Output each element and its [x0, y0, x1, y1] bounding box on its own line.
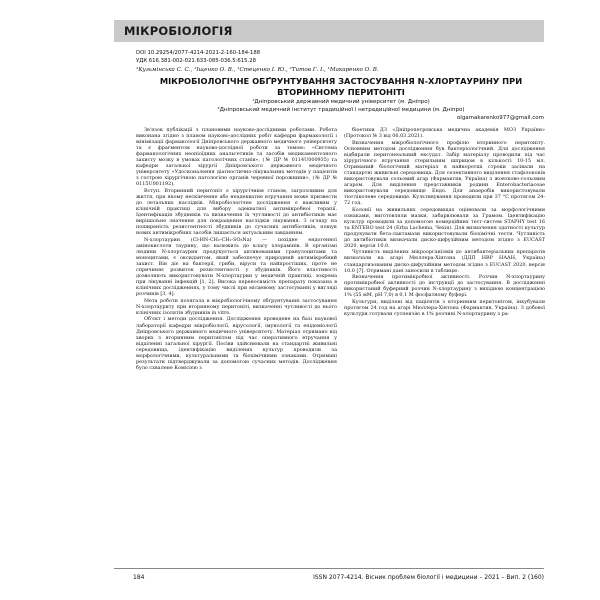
footer-divider: [114, 568, 544, 569]
paragraph: Вступ. Вторинний перитоніт є хірургічним станом, загрозливим для життя, при якому нескінченне або неадекватне втручання може призвести до летальних наслідків. Мікробіологічне дослідження є важливим у клінічній практиці для вибору адекватної антимікробної терапії. Ідентифікація збудників та визначення їх чутливості до антибіотиків має вирішальне значення для покращення наслідків лікування. З огляду на поширеність резистентності збудників до сучасних антибіотиків, пошук нових антимікробних засобів лишається актуальним завданням.: [136, 187, 337, 237]
udk-code: УДК 616.381-002-021.633-085-036.5:615.28: [136, 58, 256, 64]
article-title: МІКРОБІОЛОГІЧНЕ ОБҐРУНТУВАННЯ ЗАСТОСУВАННЯ N-ХЛОРТАУРИНУ ПРИ ВТОРИННОМУ ПЕРИТОНІТІ: [159, 76, 523, 97]
right-column: [344, 127, 545, 317]
author-email[interactable]: olgamakarenko977@gmail.com: [456, 115, 544, 121]
paragraph: Зв'язок публікації з плановими науково-дослідними роботами. Робота виконана згідно з планом науково-дослідних робіт кафедри фармакології і мінімізації фармакології Дніпровського державного медичного університету та є фрагментом науково-дослідної роботи за темою: «Система фармакологічних неопіоїдних анальгетиків та засобів медикаментозного захисту мозку в умовах патологічних станів», (№ ДР № 0114U000935) та кафедри загальної хірургії Дніпровського державного медичного університету «Удосконалення діагностично-лікувальних методів у пацієнтів з гострою хірургічною патологією органів черевної порожнини», (№ ДР № 0115U001192).: [136, 127, 337, 188]
affiliation-1: ¹Дніпровський державний медичний університет (м. Дніпро): [252, 99, 430, 105]
journal-footer: ISSN 2077-4214. Вісник проблем біології і медицини – 2021 – Вип. 2 (160): [313, 574, 544, 581]
paragraph: Чутливість виділених мікроорганізмів до антибактеріальних препаратів визначали на агарі Мюллера-Хінтона (ДДП НВР НААН, Україна) стандартизованим диско-дифузійним методом згідно з EUCAST 2020, версія 10.0 [7]. Отримані дані заносили в таблицю.: [344, 249, 545, 274]
paragraph: Культури, виділені від пацієнтів з вторинним перитонітом, інкубували протягом 24 год на агарі Мюллера-Хінтона (Фармактив, Україна). З добової культури готували суспензію в 1% розчині N-хлортаурину з ра-: [344, 298, 545, 317]
section-title: МІКРОБІОЛОГІЯ: [124, 24, 233, 38]
paragraph: Визначення мікробіологічного профілю вторинного перитоніту. Основним методом дослідження був бактеріологічний. Для дослідження відбирали перитонеальний ексудат. Забір матеріалу проводили під час хірургічного втручання стерильним шприцом в кількості 10-15 мл. Отриманий біологічний матеріал в найкоротші строки засівали на стандартні живильні середовища. Для селективного виділення стафілококів використовували сольовий агар (Фармактив, Україна) з жовтково-сольовим агаром. Для виділення представників родини Enterobacteriaceae використовували середовище Ендо. Для анаеробів використовували тіогліколеве середовище. Культивування проводили при 37 °С протягом 24-72 год.: [344, 139, 545, 207]
paragraph: біоетики ДЗ «Дніпропетровська медична академія МОЗ України» (Протокол № 3 від 06.03.2021).: [344, 127, 545, 140]
paragraph: Визначення протимікробної активності. Розчин N-хлортаурину протимікробної активності до інструкції до застосування. В дослідженні використаний буферний розчин N-хлортаурину з вихідною концентрацією 1% (55 мМ, pH 7,0) в 0,1 М фосфатному буфері.: [344, 274, 545, 299]
paragraph: Мета роботи полягала в мікробіологічному обґрунтуванні застосування N-хлортауриту при вторинному перитоніті, визначенні чутливості до нього клінічних ізолятів збудників in vitro.: [136, 297, 337, 316]
paragraph: Об'єкт і методи дослідження. Дослідження проведене на базі наукової лабораторії кафедри мікробіології, вірусології, імунології та епідеміології Дніпровського державного медичного університету. Матеріал отримано від хворих з вторинним перитонітом під час оперативного втручання у відділенні загальної хірургії. Посіви здійснювали на стандартні живильні середовища, ідентифікацію виділених культур проводили за морфологічними, культуральними та біохімічними ознаками. Отримані результати підтверджували за допомогою сучасних методів. Дослідження було схвалене Комісією з: [136, 316, 337, 371]
paragraph: N-хлортаурин (Cl-HN-CH₂-CH₂-SO₃Na) — похідне ендогенної амінокислоти таурину, що належить до класу хлорамінів. В організмі людини N-хлортаурин продукується активованими гранулоцитами та моноцитами, є оксидантом, який забезпечує природний антимікробний захист. Він діє на бактерії, гриби, віруси та найпростіших, проте не спричиняє розвиток резистентності у збудників. Його властивості дозволяють використовувати N-хлортаурин у медичній практиці, зокрема при лікуванні інфекцій [1, 2]. Висока переносимість препарату показана в клінічних дослідженнях, у тому числі при місцевому застосуванні у вигляді розчинів [3, 4].: [136, 236, 337, 298]
authors: ¹Кузьмінська С. С., ¹Іщенко О. В., ¹Стеценко І. Ю., ²Титов Г. І., ¹Макаренко О. В.: [136, 67, 379, 73]
left-column: [136, 127, 337, 371]
paragraph: Колонії на живильних середовищах оцінювали за морфологічними ознаками, виготовляли мазки, забарвлювали за Грамом. Ідентифікацію культур проводили за допомогою комерційних тест-систем STAPHY test 16 та ENTERO test 24 (Erba Lachema, Чехія). Для визначення здатності культур продукувати бета-лактамази використовували біохімічні тести. Чутливість до антибіотиків визначали диско-дифузійним методом згідно з EUCAST 2020, версія 10.0.: [344, 206, 545, 249]
page-number: 184: [133, 574, 145, 581]
affiliation-2: ²Дніпровський медичний інститут традиційної і нетрадиційної медицини (м. Дніпро): [217, 107, 465, 113]
section-header: [114, 20, 544, 42]
doi[interactable]: DOI 10.29254/2077-4214-2021-2-160-184-188: [136, 50, 261, 56]
